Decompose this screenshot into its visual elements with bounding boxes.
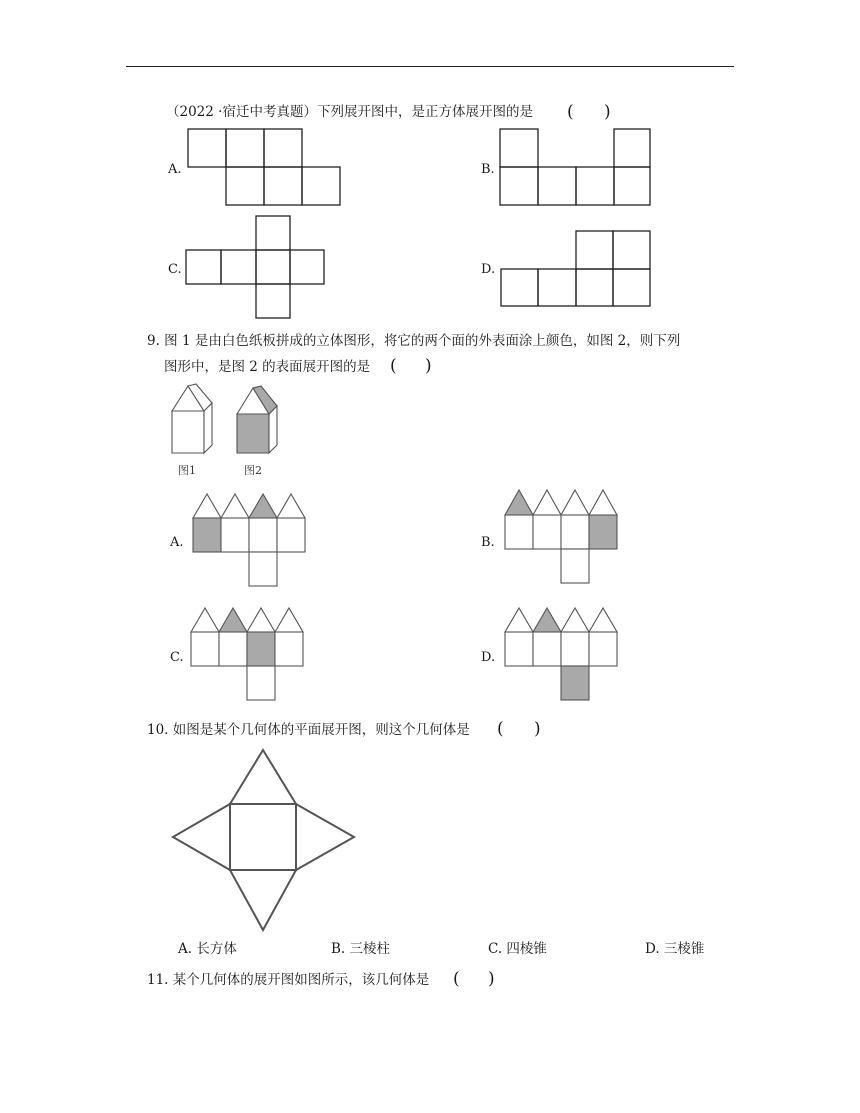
q8-option-d-net	[498, 229, 654, 309]
q9-option-d-label: D.	[481, 650, 496, 665]
q9-option-c-label: C.	[170, 650, 184, 665]
q10-paren-open: (	[497, 719, 504, 739]
q8-option-b-label: B.	[481, 162, 495, 177]
q9-fig2-caption: 图2	[244, 464, 262, 477]
q9-stem-line1: 9. 图 1 是由白色纸板拼成的立体图形，将它的两个面的外表面涂上颜色，如图 2，则下列	[147, 333, 681, 349]
q11-paren-open: (	[453, 969, 460, 989]
q11-paren-close: )	[488, 969, 495, 989]
q9-option-c-net	[186, 602, 310, 704]
q8-stem: （2022 ·宿迁中考真题）下列展开图中，是正方体展开图的是	[166, 104, 533, 120]
q10-choice-a: A. 长方体	[178, 941, 237, 957]
q9-option-a-net	[188, 488, 312, 590]
q9-fig1-caption: 图1	[178, 464, 196, 477]
q9-option-a-label: A.	[170, 535, 184, 550]
q8-option-a-label: A.	[168, 162, 182, 177]
q11-stem: 11. 某个几何体的展开图如图所示，该几何体是	[147, 972, 430, 988]
q10-choice-d: D. 三棱锥	[645, 941, 705, 957]
q10-stem: 10. 如图是某个几何体的平面展开图，则这个几何体是	[147, 722, 470, 738]
q10-paren-close: )	[534, 719, 541, 739]
q8-option-a-net	[186, 128, 342, 208]
q8-option-c-net	[184, 215, 328, 321]
q8-option-b-net	[498, 128, 654, 208]
q9-stem-line2: 图形中，是图 2 的表面展开图的是	[164, 359, 371, 375]
q8-paren-close: )	[604, 102, 611, 122]
q9-option-b-label: B.	[481, 535, 495, 550]
q9-option-b-net	[500, 486, 624, 588]
q8-paren-open: (	[567, 102, 574, 122]
q8-option-c-label: C.	[168, 262, 182, 277]
q10-pyramid-net	[168, 744, 368, 934]
q9-paren-open: (	[390, 356, 397, 376]
q10-choice-c: C. 四棱锥	[488, 941, 547, 957]
q10-choice-b: B. 三棱柱	[331, 941, 391, 957]
q9-solid-figures	[166, 384, 286, 458]
header-rule	[126, 66, 734, 67]
q9-paren-close: )	[425, 356, 432, 376]
q8-option-d-label: D.	[481, 262, 496, 277]
q9-option-d-net	[500, 602, 624, 704]
